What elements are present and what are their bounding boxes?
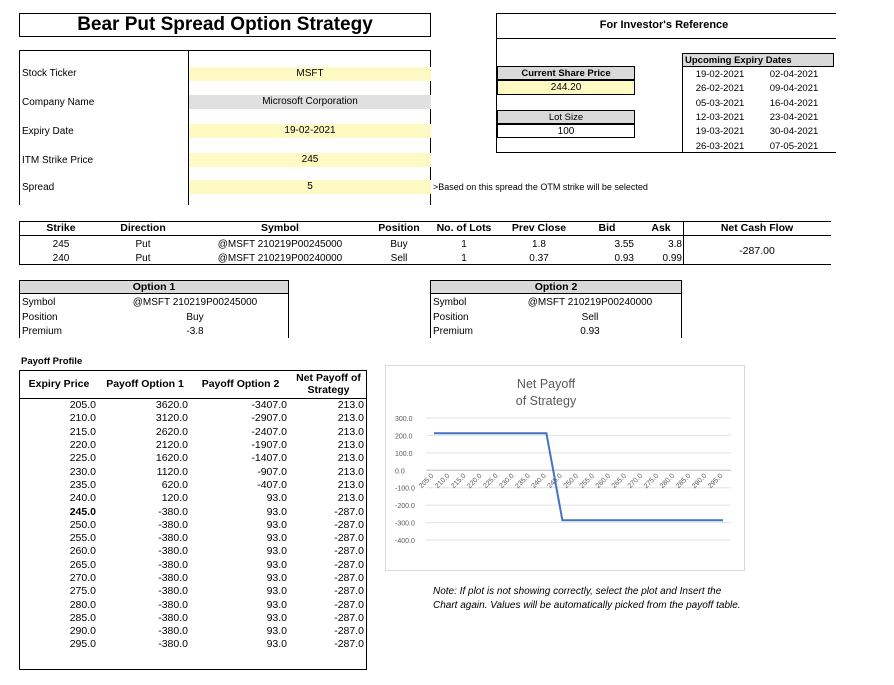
payoff-cell: 93.0 [266, 598, 287, 611]
expiry-date: 07-05-2021 [769, 140, 819, 152]
payoff-row [19, 545, 367, 558]
payoff-row [19, 492, 367, 505]
payoff-cell: 215.0 [69, 425, 96, 438]
payoff-row [19, 479, 367, 492]
lot-size-label: Lot Size [497, 110, 635, 124]
payoff-row [19, 532, 367, 545]
legs-cell: 1 [461, 253, 467, 264]
payoff-cell: 213.0 [337, 399, 364, 412]
payoff-cell: -287.0 [334, 532, 364, 545]
payoff-cell: 93.0 [266, 638, 287, 651]
payoff-row [19, 452, 367, 465]
net-cash-flow-value: -287.00 [739, 245, 775, 257]
lot-size-field[interactable]: 100 [497, 124, 635, 138]
legs-cell: Put [135, 253, 151, 264]
expiry-date: 26-02-2021 [695, 83, 745, 95]
chart-note: Note: If plot is not showing correctly, select the plot and Insert the Chart again. Values will be automatically picked from the payoff table. [433, 586, 741, 611]
legs-cell: Put [135, 239, 151, 250]
payoff-row [19, 585, 367, 598]
payoff-cell: -380.0 [158, 625, 188, 638]
payoff-cell: 2620.0 [155, 425, 188, 438]
chart-y-tick: -400.0 [395, 538, 415, 545]
payoff-header-expiry: Expiry Price [19, 370, 99, 399]
payoff-chart[interactable] [385, 365, 745, 571]
option2-title: Option 2 [430, 280, 682, 294]
spread-label: Spread [22, 182, 55, 193]
payoff-cell: 93.0 [266, 572, 287, 584]
payoff-cell: 260.0 [69, 545, 96, 558]
option1-premium: -3.8 [186, 326, 204, 337]
legs-cell: 240 [52, 253, 70, 264]
chart-title: of Strategy [515, 394, 577, 408]
option1-position-label: Position [22, 312, 58, 323]
payoff-cell: 93.0 [266, 625, 287, 638]
payoff-cell: 220.0 [69, 439, 96, 452]
payoff-cell: -2407.0 [251, 425, 287, 438]
legs-cell: 1.8 [532, 239, 546, 250]
chart-x-tick: 245.0 [546, 472, 564, 491]
payoff-row [19, 519, 367, 532]
option1-position: Buy [186, 312, 204, 323]
chart-x-tick: 240.0 [530, 472, 548, 491]
payoff-cell: 93.0 [266, 492, 287, 505]
legs-cell: @MSFT 210219P00240000 [217, 253, 343, 264]
payoff-cell: -287.0 [334, 585, 364, 598]
expiry-date: 19-03-2021 [695, 126, 745, 138]
expiry-date: 02-04-2021 [769, 69, 819, 80]
share-price-field[interactable]: 244.20 [497, 80, 635, 95]
legs-header: No. of Lots [436, 222, 492, 234]
expiry-dates-header: Upcoming Expiry Dates [682, 53, 834, 67]
chart-x-tick: 235.0 [514, 472, 532, 491]
payoff-cell: -380.0 [158, 598, 188, 611]
legs-header: Ask [651, 222, 671, 234]
payoff-cell: -380.0 [158, 611, 188, 624]
payoff-row [19, 572, 367, 585]
legs-cell: 0.93 [614, 253, 634, 264]
chart-x-tick: 255.0 [578, 472, 596, 491]
itm-label: ITM Strike Price [22, 155, 94, 166]
payoff-cell: 225.0 [69, 452, 96, 465]
payoff-cell: -380.0 [158, 585, 188, 598]
payoff-row [19, 412, 367, 425]
option2-symbol: @MSFT 210219P00240000 [527, 297, 653, 308]
legs-cell: 245 [52, 239, 70, 250]
payoff-row [19, 559, 367, 572]
expiry-date: 12-03-2021 [695, 111, 745, 123]
payoff-cell: -407.0 [257, 478, 287, 491]
company-label: Company Name [22, 97, 95, 108]
payoff-cell: -3407.0 [251, 399, 287, 412]
payoff-title: Payoff Profile [21, 356, 83, 367]
chart-x-tick: 225.0 [482, 472, 500, 491]
legs-cell: 0.99 [662, 253, 682, 264]
legs-header: Position [378, 222, 420, 234]
payoff-table [19, 370, 367, 652]
expiry-field[interactable]: 19-02-2021 [189, 124, 431, 138]
payoff-header-net: Net Payoff of Strategy [290, 370, 367, 399]
stock-ticker-label: Stock Ticker [22, 68, 77, 79]
spread-note: >Based on this spread the OTM strike will be selected [433, 182, 648, 192]
payoff-cell: 290.0 [69, 625, 96, 638]
payoff-cell: -380.0 [158, 558, 188, 571]
payoff-cell: -287.0 [334, 625, 364, 638]
page-title: Bear Put Spread Option Strategy [19, 13, 431, 37]
legs-header: Net Cash Flow [720, 222, 794, 234]
legs-header: Prev Close [511, 222, 567, 234]
spread-field[interactable]: 5 [189, 180, 431, 194]
payoff-cell: 285.0 [69, 611, 96, 624]
payoff-cell: -287.0 [334, 558, 364, 571]
payoff-cell: 1620.0 [155, 452, 188, 465]
reference-divider [496, 38, 836, 39]
payoff-cell: 213.0 [337, 425, 364, 438]
chart-x-tick: 275.0 [642, 472, 661, 491]
option2-position-label: Position [433, 312, 469, 323]
option2-symbol-label: Symbol [433, 297, 467, 308]
chart-x-tick: 270.0 [626, 472, 645, 491]
legs-cell: 3.8 [668, 239, 682, 250]
chart-x-tick: 215.0 [450, 472, 468, 491]
payoff-row [19, 625, 367, 638]
payoff-cell: 213.0 [337, 478, 364, 491]
payoff-row [19, 638, 367, 651]
payoff-cell: -287.0 [334, 505, 364, 518]
payoff-cell: -287.0 [334, 545, 364, 558]
chart-x-tick: 285.0 [674, 472, 693, 491]
legs-cell: Buy [390, 239, 408, 250]
payoff-row [19, 612, 367, 625]
payoff-cell: 120.0 [161, 492, 188, 505]
legs-cell: 3.55 [614, 239, 634, 250]
payoff-cell: 235.0 [69, 478, 96, 491]
option2-position: Sell [581, 312, 599, 323]
payoff-cell: -287.0 [334, 572, 364, 584]
chart-x-tick: 280.0 [658, 472, 677, 491]
payoff-cell: 205.0 [69, 399, 96, 412]
chart-x-tick: 265.0 [610, 472, 629, 491]
payoff-cell: -287.0 [334, 598, 364, 611]
stock-ticker-field[interactable]: MSFT [189, 67, 431, 81]
chart-x-tick: 220.0 [466, 472, 484, 491]
itm-field[interactable]: 245 [189, 153, 431, 167]
payoff-cell: 230.0 [69, 465, 96, 478]
chart-x-tick: 205.0 [418, 472, 436, 491]
chart-y-tick: 200.0 [395, 433, 413, 441]
chart-x-tick: 290.0 [690, 472, 709, 491]
share-price-label: Current Share Price [497, 66, 635, 80]
payoff-cell: -287.0 [334, 638, 364, 651]
legs-header: Strike [46, 222, 76, 234]
chart-x-tick: 295.0 [707, 472, 725, 491]
payoff-cell: 1120.0 [156, 465, 188, 478]
company-field: Microsoft Corporation [189, 95, 431, 109]
payoff-cell: 213.0 [337, 492, 364, 505]
legs-header-border [19, 235, 831, 236]
payoff-cell: 93.0 [266, 545, 287, 558]
chart-x-tick: 230.0 [498, 472, 516, 491]
payoff-cell: -287.0 [334, 518, 364, 531]
chart-x-tick: 260.0 [594, 472, 613, 491]
payoff-cell: -380.0 [158, 518, 188, 531]
chart-x-tick: 210.0 [434, 472, 452, 491]
payoff-cell: 93.0 [266, 558, 287, 571]
payoff-row [19, 598, 367, 611]
payoff-cell: 280.0 [69, 598, 96, 611]
expiry-date: 26-03-2021 [695, 140, 745, 152]
payoff-cell: 93.0 [266, 585, 287, 598]
chart-title: Net Payoff [516, 377, 576, 391]
payoff-cell: -1907.0 [251, 439, 287, 452]
payoff-cell: 213.0 [337, 412, 364, 425]
payoff-row [19, 399, 367, 413]
chart-x-tick: 250.0 [562, 472, 580, 491]
chart-y-tick: -200.0 [395, 503, 415, 511]
payoff-cell: -380.0 [158, 638, 188, 651]
payoff-cell: -287.0 [334, 611, 364, 624]
payoff-row [19, 426, 367, 439]
reference-title: For Investor's Reference [599, 19, 729, 31]
payoff-cell: 93.0 [266, 611, 287, 624]
payoff-cell: 3120.0 [155, 412, 188, 425]
payoff-row [19, 505, 367, 518]
chart-y-tick: 100.0 [395, 450, 413, 458]
payoff-row [19, 465, 367, 478]
expiry-date: 30-04-2021 [769, 126, 819, 138]
payoff-cell: -380.0 [158, 505, 188, 518]
payoff-cell: 255.0 [69, 532, 96, 545]
option2-premium-label: Premium [433, 326, 474, 337]
expiry-date: 19-02-2021 [695, 69, 745, 80]
payoff-cell: -2907.0 [251, 412, 287, 425]
legs-cell: 0.37 [529, 253, 549, 264]
payoff-cell: -380.0 [158, 572, 188, 584]
payoff-cell: 295.0 [69, 638, 96, 651]
payoff-cell: 3620.0 [155, 399, 188, 412]
payoff-cell: 213.0 [337, 439, 364, 452]
option1-title: Option 1 [19, 280, 289, 294]
payoff-cell: 213.0 [337, 465, 364, 478]
chart-y-tick: -100.0 [395, 485, 415, 493]
expiry-date: 16-04-2021 [769, 97, 819, 109]
payoff-cell: 620.0 [161, 478, 188, 491]
chart-y-tick: 0.0 [395, 468, 405, 476]
legs-header: Direction [120, 222, 166, 234]
payoff-cell: 93.0 [266, 505, 287, 518]
payoff-cell: 210.0 [69, 412, 96, 425]
expiry-date: 05-03-2021 [695, 97, 745, 109]
payoff-cell: 270.0 [69, 572, 96, 584]
payoff-cell: 2120.0 [155, 439, 188, 452]
payoff-cell: 93.0 [266, 532, 287, 545]
chart-y-tick: -300.0 [395, 520, 415, 528]
expiry-date: 09-04-2021 [769, 83, 819, 95]
payoff-cell: -380.0 [158, 532, 188, 545]
legs-header: Symbol [261, 222, 299, 234]
payoff-cell: -907.0 [257, 465, 287, 478]
payoff-cell: 250.0 [69, 518, 96, 531]
payoff-header-option1: Payoff Option 1 [99, 370, 191, 399]
expiry-date: 23-04-2021 [769, 111, 819, 123]
option1-premium-label: Premium [22, 326, 63, 337]
payoff-header-option2: Payoff Option 2 [191, 370, 290, 399]
option1-symbol: @MSFT 210219P00245000 [132, 297, 258, 308]
legs-cell: Sell [390, 253, 408, 264]
payoff-cell: 93.0 [266, 518, 287, 531]
expiry-label: Expiry Date [22, 126, 74, 137]
option1-symbol-label: Symbol [22, 297, 56, 308]
payoff-cell: -1407.0 [251, 452, 287, 465]
payoff-cell: 265.0 [69, 558, 96, 571]
payoff-cell: 275.0 [69, 585, 96, 598]
legs-cell: 1 [461, 239, 467, 250]
payoff-cell: 240.0 [69, 492, 96, 505]
payoff-cell: 245.0 [69, 505, 96, 518]
payoff-cell: 213.0 [337, 452, 364, 465]
payoff-row [19, 439, 367, 452]
option2-premium: 0.93 [580, 326, 600, 337]
chart-y-tick: 300.0 [395, 416, 413, 423]
payoff-cell: -380.0 [158, 545, 188, 558]
legs-cell: @MSFT 210219P00245000 [217, 239, 343, 250]
legs-header: Bid [598, 222, 616, 234]
payoff-chart-svg [386, 366, 744, 570]
